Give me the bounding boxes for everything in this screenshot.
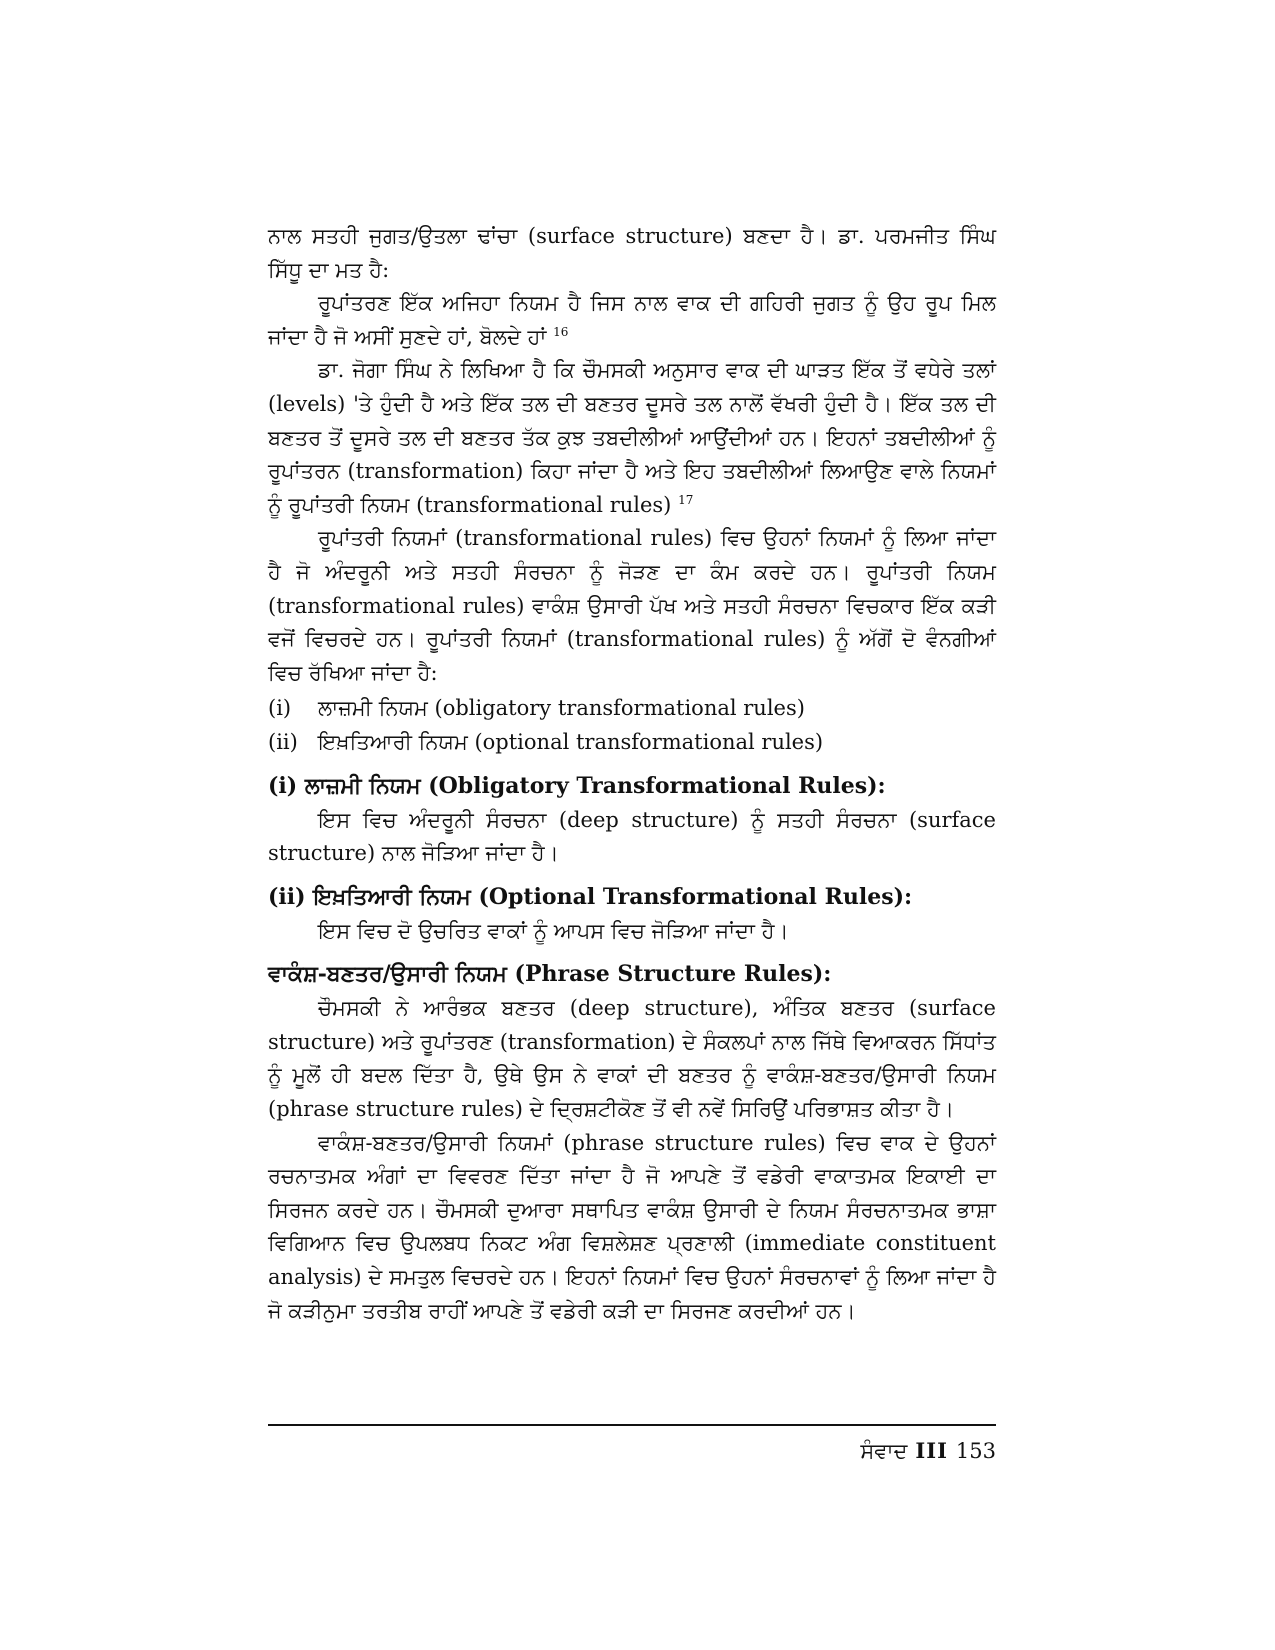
heading-optional-rules: (ii) ਇਖ਼ਤਿਆਰੀ ਨਿਯਮ (Optional Transformational Rules): bbox=[268, 883, 913, 910]
page-footer bbox=[860, 1436, 996, 1466]
list-item bbox=[268, 692, 996, 726]
paragraph-3-text: ਡਾ. ਜੋਗਾ ਸਿੰਘ ਨੇ ਲਿਖਿਆ ਹੈ ਕਿ ਚੌਮਸਕੀ ਅਨੁਸਾਰ ਵਾਕ ਦੀ ਘਾੜਤ ਇੱਕ ਤੋਂ ਵਧੇਰੇ ਤਲਾਂ (levels) 'ਤੇ ਹੁੰਦੀ ਹੈ ਅਤੇ ਇੱਕ ਤਲ ਦੀ ਬਣਤਰ ਦੂਸਰੇ ਤਲ ਨਾਲੋਂ ਵੱਖਰੀ ਹੁੰਦੀ ਹੈ। ਇੱਕ ਤਲ ਦੀ ਬਣਤਰ ਤੋਂ ਦੂਸਰੇ ਤਲ ਦੀ ਬਣਤਰ ਤੱਕ ਕੁਝ ਤਬਦੀਲੀਆਂ ਆਉਂਦੀਆਂ ਹਨ। ਇਹਨਾਂ ਤਬਦੀਲੀਆਂ ਨੂੰ ਰੂਪਾਂਤਰਨ (transformation) ਕਿਹਾ ਜਾਂਦਾ ਹੈ ਅਤੇ ਇਹ ਤਬਦੀਲੀਆਂ ਲਿਆਉਣ ਵਾਲੇ ਨਿਯਮਾਂ ਨੂੰ ਰੂਪਾਂਤਰੀ ਨਿਯਮ (transformational rules) bbox=[268, 358, 996, 517]
list-marker: (ii) bbox=[268, 729, 298, 754]
page-number: 153 bbox=[955, 1439, 996, 1463]
footnote-ref-16: 16 bbox=[553, 324, 569, 339]
footer-divider bbox=[268, 1424, 996, 1426]
quote-text: ਰੂਪਾਂਤਰਣ ਇੱਕ ਅਜਿਹਾ ਨਿਯਮ ਹੈ ਜਿਸ ਨਾਲ ਵਾਕ ਦੀ ਗਹਿਰੀ ਜੁਗਤ ਨੂੰ ਉਹ ਰੂਪ ਮਿਲ ਜਾਂਦਾ ਹੈ ਜੋ ਅਸੀਂ ਸੁਣਦੇ ਹਾਂ, ਬੋਲਦੇ ਹਾਂ bbox=[268, 291, 996, 349]
paragraph-6: ਇਸ ਵਿਚ ਦੋ ਉਚਰਿਤ ਵਾਕਾਂ ਨੂੰ ਆਪਸ ਵਿਚ ਜੋੜਿਆ ਜਾਂਦਾ ਹੈ। bbox=[318, 918, 789, 943]
quote-paragraph bbox=[268, 287, 996, 354]
paragraph-5: ਇਸ ਵਿਚ ਅੰਦਰੂਨੀ ਸੰਰਚਨਾ (deep structure) ਨੂੰ ਸਤਹੀ ਸੰਰਚਨਾ (surface structure) ਨਾਲ ਜੋੜਿਆ ਜਾਂਦਾ ਹੈ। bbox=[268, 807, 996, 866]
paragraph-1: ਨਾਲ ਸਤਹੀ ਜੁਗਤ/ਉਤਲਾ ਢਾਂਚਾ (surface structure) ਬਣਦਾ ਹੈ। ਡਾ. ਪਰਮਜੀਤ ਸਿੰਘ ਸਿੱਧੂ ਦਾ ਮਤ ਹੈ: bbox=[268, 224, 996, 282]
footnote-ref-17: 17 bbox=[678, 492, 694, 507]
list-item-text: ਇਖ਼ਤਿਆਰੀ ਨਿਯਮ (optional transformational rules) bbox=[318, 729, 824, 754]
paragraph-8: ਵਾਕੰਸ਼-ਬਣਤਰ/ਉਸਾਰੀ ਨਿਯਮਾਂ (phrase structure rules) ਵਿਚ ਵਾਕ ਦੇ ਉਹਨਾਂ ਰਚਨਾਤਮਕ ਅੰਗਾਂ ਦਾ ਵਿਵਰਣ ਦਿੱਤਾ ਜਾਂਦਾ ਹੈ ਜੋ ਆਪਣੇ ਤੋਂ ਵਡੇਰੀ ਵਾਕਾਤਮਕ ਇਕਾਈ ਦਾ ਸਿਰਜਨ ਕਰਦੇ ਹਨ। ਚੌਮਸਕੀ ਦੁਆਰਾ ਸਥਾਪਿਤ ਵਾਕੰਸ਼ ਉਸਾਰੀ ਦੇ ਨਿਯਮ ਸੰਰਚਨਾਤਮਕ ਭਾਸ਼ਾ ਵਿਗਿਆਨ ਵਿਚ ਉਪਲਬਧ ਨਿਕਟ ਅੰਗ ਵਿਸ਼ਲੇਸ਼ਣ ਪ੍ਰਣਾਲੀ (immediate constituent analysis) ਦੇ ਸਮਤੁਲ ਵਿਚਰਦੇ ਹਨ। ਇਹਨਾਂ ਨਿਯਮਾਂ ਵਿਚ ਉਹਨਾਂ ਸੰਰਚਨਾਵਾਂ ਨੂੰ ਲਿਆ ਜਾਂਦਾ ਹੈ ਜੋ ਕੜੀਨੁਮਾ ਤਰਤੀਬ ਰਾਹੀਂ ਆਪਣੇ ਤੋਂ ਵਡੇਰੀ ਕੜੀ ਦਾ ਸਿਰਜਣ ਕਰਦੀਆਂ ਹਨ। bbox=[268, 1130, 996, 1323]
heading-obligatory-rules: (i) ਲਾਜ਼ਮੀ ਨਿਯਮ (Obligatory Transformational Rules): bbox=[268, 772, 886, 799]
paragraph-4: ਰੂਪਾਂਤਰੀ ਨਿਯਮਾਂ (transformational rules) ਵਿਚ ਉਹਨਾਂ ਨਿਯਮਾਂ ਨੂੰ ਲਿਆ ਜਾਂਦਾ ਹੈ ਜੋ ਅੰਦਰੂਨੀ ਅਤੇ ਸਤਹੀ ਸੰਰਚਨਾ ਨੂੰ ਜੋੜਣ ਦਾ ਕੰਮ ਕਰਦੇ ਹਨ। ਰੂਪਾਂਤਰੀ ਨਿਯਮ (transformational rules) ਵਾਕੰਸ਼ ਉਸਾਰੀ ਪੱਖ ਅਤੇ ਸਤਹੀ ਸੰਰਚਨਾ ਵਿਚਕਾਰ ਇੱਕ ਕੜੀ ਵਜੋਂ ਵਿਚਰਦੇ ਹਨ। ਰੂਪਾਂਤਰੀ ਨਿਯਮਾਂ (transformational rules) ਨੂੰ ਅੱਗੋਂ ਦੋ ਵੰਨਗੀਆਂ ਵਿਚ ਰੱਖਿਆ ਜਾਂਦਾ ਹੈ: bbox=[268, 526, 996, 685]
paragraph-7: ਚੌਮਸਕੀ ਨੇ ਆਰੰਭਕ ਬਣਤਰ (deep structure), ਅੰਤਿਕ ਬਣਤਰ (surface structure) ਅਤੇ ਰੂਪਾਂਤਰਣ (transformation) ਦੇ ਸੰਕਲਪਾਂ ਨਾਲ ਜਿੱਥੇ ਵਿਆਕਰਨ ਸਿੱਧਾਂਤ ਨੂੰ ਮੂਲੋਂ ਹੀ ਬਦਲ ਦਿੱਤਾ ਹੈ, ਉਥੇ ਉਸ ਨੇ ਵਾਕਾਂ ਦੀ ਬਣਤਰ ਨੂੰ ਵਾਕੰਸ਼-ਬਣਤਰ/ਉਸਾਰੀ ਨਿਯਮ (phrase structure rules) ਦੇ ਦ੍ਰਿਸ਼ਟੀਕੋਣ ਤੋਂ ਵੀ ਨਵੇਂ ਸਿਰਿਉਂ ਪਰਿਭਾਸ਼ਤ ਕੀਤਾ ਹੈ। bbox=[268, 996, 996, 1122]
heading-phrase-structure-rules: ਵਾਕੰਸ਼-ਬਣਤਰ/ਉਸਾਰੀ ਨਿਯਮ (Phrase Structure Rules): bbox=[268, 961, 832, 988]
list-marker: (i) bbox=[268, 696, 292, 721]
footer-separator: III bbox=[915, 1438, 948, 1463]
list-item-text: ਲਾਜ਼ਮੀ ਨਿਯਮ (obligatory transformational rules) bbox=[318, 696, 805, 721]
list-item bbox=[268, 726, 996, 760]
body-text bbox=[268, 220, 996, 1328]
journal-name: ਸੰਵਾਦ bbox=[860, 1439, 908, 1463]
rules-list bbox=[268, 692, 996, 759]
paragraph-3 bbox=[268, 354, 996, 522]
